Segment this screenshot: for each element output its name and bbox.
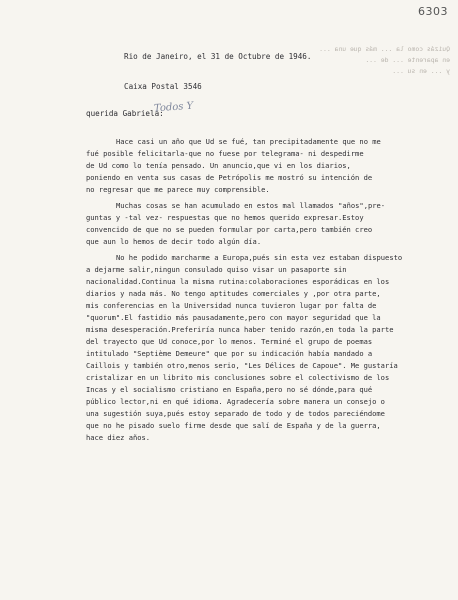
body-line: fué posible felicitarla-que no fuese por telegrama- ni despedirme <box>86 149 364 158</box>
bleed-line: y ... en su ... <box>392 67 450 75</box>
body-line: intitulado "Septième Demeure" que por su indicación había mandado a <box>86 349 373 358</box>
letter-body <box>86 136 450 444</box>
body-line: que no he pisado suelo firme desde que salí de España y de la guerra, <box>86 421 381 430</box>
archive-number: 6303 <box>418 5 448 18</box>
body-line: misma desesperación.Preferiría nunca haber tenido razón,en toda la parte <box>86 325 394 334</box>
body-line: no regresar que me parece muy comprensible. <box>86 185 270 194</box>
body-line: Hace casi un año que Ud se fué, tan precipitadamente que no me <box>116 137 381 146</box>
body-line: diarios y nada más. No tengo aptitudes comerciales y ,por otra parte, <box>86 289 381 298</box>
body-line: Incas y el socialismo cristiano en España,pero no sé dónde,para qué <box>86 385 373 394</box>
body-line: cristalizar en un librito mis conclusiones sobre el colectivismo de los <box>86 373 390 382</box>
body-line: público lector,ni en qué idioma. Agradecería sobre manera un consejo o <box>86 397 385 406</box>
body-line: Muchas cosas se han acumulado en estos mal llamados "años",pre- <box>116 201 386 210</box>
body-line: hace diez años. <box>86 433 151 442</box>
bleed-line: Quizás como la ... más que una ... <box>319 45 450 53</box>
body-line: a dejarme salir,ningun consulado quiso visar un pasaporte sin <box>86 265 347 274</box>
salutation: querida Gabriela: <box>86 109 164 118</box>
body-line: poniendo en venta sus casas de Petrópolis me mostró su intención de <box>86 173 373 182</box>
body-line: Caillois y también otro,menos serio, "Les Délices de Capoue". Me gustaría <box>86 361 398 370</box>
handwritten-note: Todos Y <box>153 100 194 115</box>
body-line: guntas y -tal vez- respuestas que no hemos querido expresar.Estoy <box>86 213 364 222</box>
body-line: mis conferencias en la Universidad nunca tuvieron lugar por falta de <box>86 301 377 310</box>
bleed-line: en aparente ... de ... <box>365 56 450 64</box>
body-line: nacionalidad.Continua la misma rutina:colaboraciones esporádicas en los <box>86 277 390 286</box>
body-line: "quorum".El fastidio más pausadamente,pero con mayor seguridad que la <box>86 313 381 322</box>
postal-line: Caixa Postal 3546 <box>124 82 202 91</box>
body-line: No he podido marcharme a Europa,pués sin esta vez estaban dispuesto <box>116 253 403 262</box>
bleed-through-text <box>300 44 450 77</box>
body-line: que aun lo hemos de decir todo algún día. <box>86 237 262 246</box>
date-line: Rio de Janeiro, el 31 de Octubre de 1946. <box>124 52 312 61</box>
body-line: de Ud como lo tenía pensado. Un anuncio,que vi en los diarios, <box>86 161 351 170</box>
body-line: una sugestión suya,pués estoy separado de todo y de todos pareciéndome <box>86 409 385 418</box>
letter-heading <box>124 32 311 112</box>
body-line: convencido de que no se pueden formular por carta,pero también creo <box>86 225 373 234</box>
body-line: del trayecto que Ud conoce,por lo menos. Terminé el grupo de poemas <box>86 337 373 346</box>
